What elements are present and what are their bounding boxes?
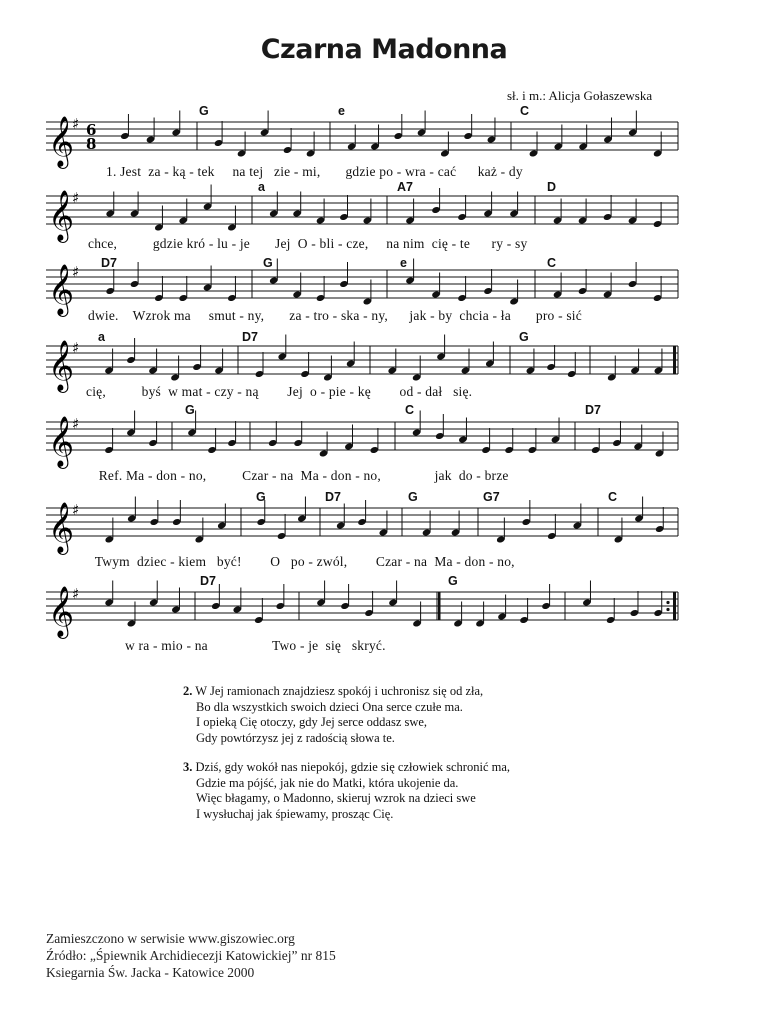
footer-line: Zamieszczono w serwisie www.giszowiec.org bbox=[46, 931, 295, 946]
sharp-icon: ♯ bbox=[72, 415, 80, 433]
chord-label: G7 bbox=[483, 490, 500, 504]
treble-clef-icon: 𝄞 bbox=[48, 116, 75, 167]
chord-label: D7 bbox=[585, 403, 601, 417]
lyrics-line: chce, gdzie kró - lu - je Jej O - bli - cze, na nim cię - te ry - sy bbox=[88, 236, 528, 251]
source-footer bbox=[46, 930, 336, 981]
lyrics-line: Twym dziec - kiem być! O po - zwól, Czar - na Ma - don - no, bbox=[70, 554, 515, 569]
lyrics-line: 1. Jest za - ką - tek na tej zie - mi, gdzie po - wra - cać każ - dy bbox=[106, 164, 523, 179]
repeat-barline bbox=[438, 592, 441, 620]
verse-text-line: I wysłuchaj jak śpiewamy, prosząc Cię. bbox=[196, 806, 394, 821]
chord-label: G bbox=[256, 490, 266, 504]
treble-clef-icon: 𝄞 bbox=[48, 190, 75, 241]
verse-text-line: Gdy powtórzysz jej z radością słowa te. bbox=[196, 730, 395, 745]
time-signature-bottom: 8 bbox=[86, 135, 97, 153]
treble-clef-icon: 𝄞 bbox=[48, 264, 75, 315]
chord-label: G bbox=[448, 574, 458, 588]
verse-number: 2. bbox=[183, 684, 193, 698]
verse-number: 3. bbox=[183, 760, 193, 774]
verse-text-line: Więc błagamy, o Madonno, skieruj wzrok na dzieci swe bbox=[196, 791, 476, 805]
verse-3 bbox=[183, 760, 510, 822]
treble-clef-icon: 𝄞 bbox=[48, 416, 75, 467]
lyrics-line: cię, byś w mat - czy - ną Jej o - pie - kę od - dał się. bbox=[86, 384, 473, 399]
chord-label: G bbox=[185, 403, 195, 417]
chord-label: C bbox=[405, 403, 415, 417]
music-staff bbox=[0, 400, 768, 470]
footer-line: Ksiegarnia Św. Jacka - Katowice 2000 bbox=[46, 965, 255, 980]
lyrics-line: dwie. Wzrok ma smut - ny, za - tro - ska - ny, jak - by chcia - ła pro - sić bbox=[88, 308, 582, 323]
chord-label: G bbox=[199, 104, 209, 118]
lyrics-line: w ra - mio - na Two - je się skryć. bbox=[100, 638, 386, 653]
staff-lines bbox=[46, 422, 678, 450]
time-signature-top: 6 bbox=[86, 121, 97, 139]
lyrics-line: Ref. Ma - don - no, Czar - na Ma - don - no, jak do - brze bbox=[88, 468, 509, 483]
verse-text-line: Dziś, gdy wokół nas niepokój, gdzie się człowiek schronić ma, bbox=[195, 760, 511, 774]
chord-label: D bbox=[547, 180, 557, 194]
treble-clef-icon: 𝄞 bbox=[48, 340, 75, 391]
treble-clef-icon: 𝄞 bbox=[48, 502, 75, 553]
repeat-dot bbox=[666, 601, 669, 604]
chord-label: D7 bbox=[325, 490, 341, 504]
chord-label: C bbox=[547, 256, 557, 270]
chord-label: G bbox=[408, 490, 418, 504]
verses-block bbox=[183, 684, 510, 836]
music-system-7 bbox=[0, 570, 768, 670]
final-barline bbox=[673, 346, 676, 374]
chord-label: C bbox=[520, 104, 530, 118]
verse-text-line: W Jej ramionach znajdziesz spokój i uchronisz się od zła, bbox=[195, 684, 484, 698]
verse-2 bbox=[183, 684, 510, 746]
chord-label: A7 bbox=[397, 180, 413, 194]
treble-clef-icon: 𝄞 bbox=[48, 586, 75, 637]
chord-label: a bbox=[258, 180, 265, 194]
verse-text-line: I opieką Cię otoczy, gdy Jej serce oddasz swe, bbox=[196, 715, 428, 729]
sharp-icon: ♯ bbox=[72, 115, 80, 133]
author-credit: sł. i m.: Alicja Gołaszewska bbox=[507, 88, 653, 103]
repeat-dot bbox=[666, 608, 669, 611]
chord-label: D7 bbox=[101, 256, 117, 270]
verse-text-line: Gdzie ma pójść, jak nie do Matki, która ukojenie da. bbox=[196, 775, 459, 790]
song-title: Czarna Madonna bbox=[260, 34, 508, 65]
chord-label: D7 bbox=[200, 574, 216, 588]
chord-label: C bbox=[608, 490, 618, 504]
chord-label: G bbox=[519, 330, 529, 344]
chord-label: e bbox=[338, 104, 345, 118]
sharp-icon: ♯ bbox=[72, 339, 80, 357]
staff-lines bbox=[46, 346, 678, 374]
sharp-icon: ♯ bbox=[72, 189, 80, 207]
final-barline bbox=[673, 592, 676, 620]
chord-label: a bbox=[98, 330, 105, 344]
footer-line: Źródło: „Śpiewnik Archidiecezji Katowickiej” nr 815 bbox=[46, 948, 336, 963]
sharp-icon: ♯ bbox=[72, 585, 80, 603]
chord-label: G bbox=[263, 256, 273, 270]
staff-lines bbox=[46, 592, 678, 620]
music-staff bbox=[0, 570, 768, 640]
music-staff bbox=[0, 486, 768, 556]
sharp-icon: ♯ bbox=[72, 263, 80, 281]
music-staff bbox=[0, 100, 768, 170]
music-system-5 bbox=[0, 400, 768, 500]
chord-label: D7 bbox=[242, 330, 258, 344]
sharp-icon: ♯ bbox=[72, 501, 80, 519]
music-staff bbox=[0, 174, 768, 244]
verse-text-line: Bo dla wszystkich swoich dzieci Ona serce czułe ma. bbox=[196, 699, 463, 714]
chord-label: e bbox=[400, 256, 407, 270]
